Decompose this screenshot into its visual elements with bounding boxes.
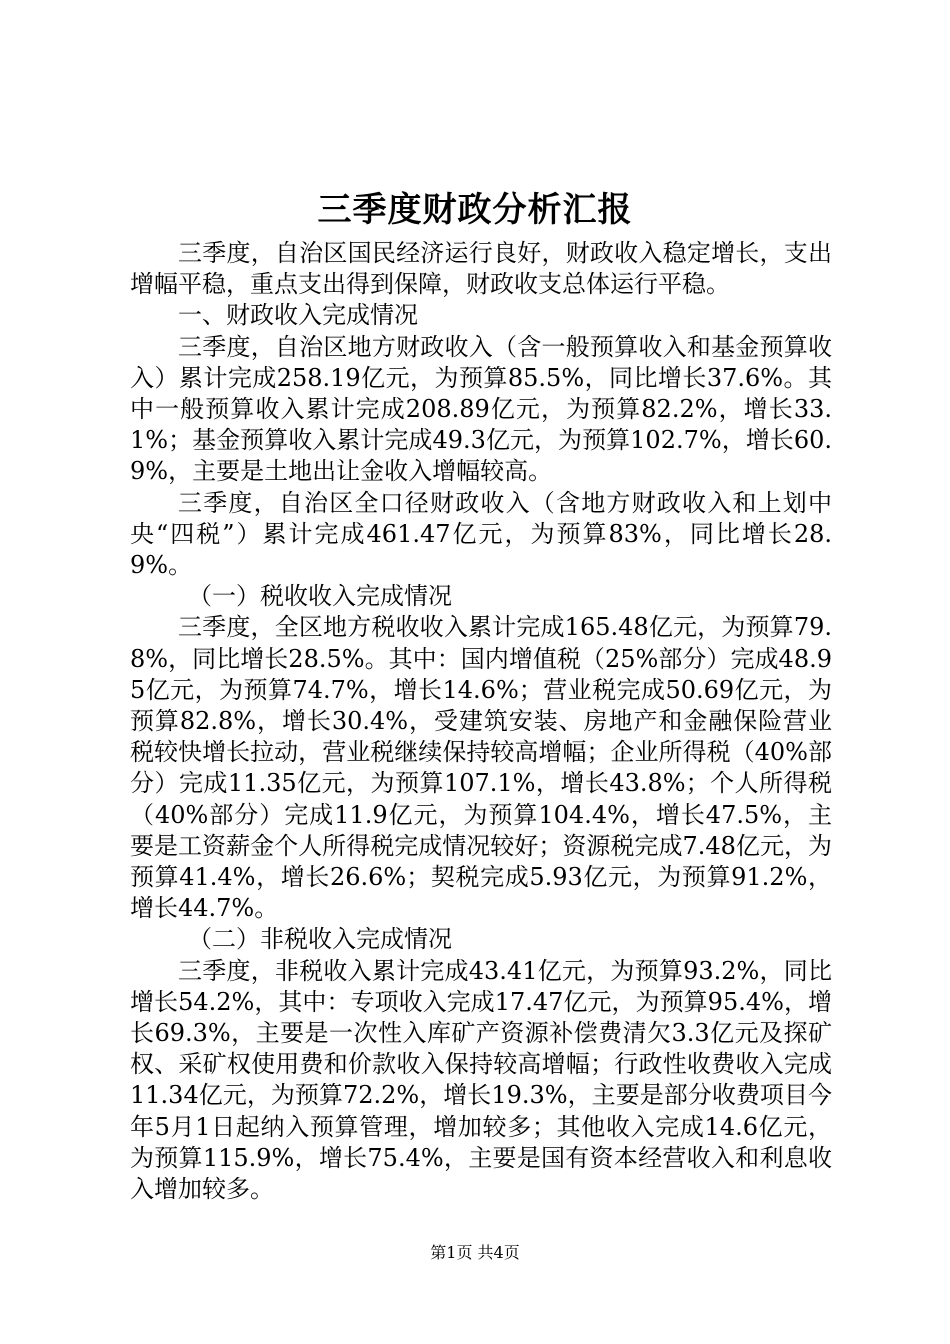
page-number: 第1页 共4页 [430, 1243, 520, 1262]
subsection-heading-tax: （一）税收收入完成情况 [188, 582, 452, 611]
document-title: 三季度财政分析汇报 [317, 190, 633, 230]
paragraph-total-revenue: 三季度，自治区全口径财政收入（含地方财政收入和上划中央“四税”）累计完成461.47亿元，为预算83%，同比增长28.9%。 [130, 488, 832, 580]
paragraph-tax-revenue: 三季度，全区地方税收收入累计完成165.48亿元，为预算79.8%，同比增长28.5%。其中：国内增值税（25%部分）完成48.95亿元，为预算74.7%，增长14.6%；营业税完成50.69亿元，为预算82.8%，增长30.4%，受建筑安装、房地产和金融保险营业税较快增长拉动，营业税继续保持较高增幅；企业所得税（40%部分）完成11.35亿元，为预算107.1%，增长43.8%；个人所得税（40%部分）完成11.9亿元，为预算104.4%，增长47.5%，主要是工资薪金个人所得税完成情况较好；资源税完成7.48亿元，为预算41.4%，增长26.6%；契税完成5.93亿元，为预算91.2%，增长44.7%。 [130, 613, 832, 923]
paragraph-local-revenue: 三季度，自治区地方财政收入（含一般预算收入和基金预算收入）累计完成258.19亿元，为预算85.5%，同比增长37.6%。其中一般预算收入累计完成208.89亿元，为预算82.2%，增长33.1%；基金预算收入累计完成49.3亿元，为预算102.7%，增长60.9%，主要是土地出让金收入增幅较高。 [130, 332, 832, 486]
paragraph-intro: 三季度，自治区国民经济运行良好，财政收入稳定增长，支出增幅平稳，重点支出得到保障，财政收支总体运行平稳。 [130, 239, 832, 299]
paragraph-nontax-revenue: 三季度，非税收入累计完成43.41亿元，为预算93.2%，同比增长54.2%，其中：专项收入完成17.47亿元，为预算95.4%，增长69.3%，主要是一次性入库矿产资源补偿费清欠3.3亿元及探矿权、采矿权使用费和价款收入保持较高增幅；行政性收费收入完成11.34亿元，为预算72.2%，增长19.3%，主要是部分收费项目今年5月1日起纳入预算管理，增加较多；其他收入完成14.6亿元，为预算115.9%，增长75.4%，主要是国有资本经营收入和利息收入增加较多。 [130, 956, 832, 1204]
subsection-heading-nontax: （二）非税收入完成情况 [188, 925, 452, 954]
section-heading-revenue: 一、财政收入完成情况 [178, 301, 418, 330]
document-body [130, 238, 832, 1205]
